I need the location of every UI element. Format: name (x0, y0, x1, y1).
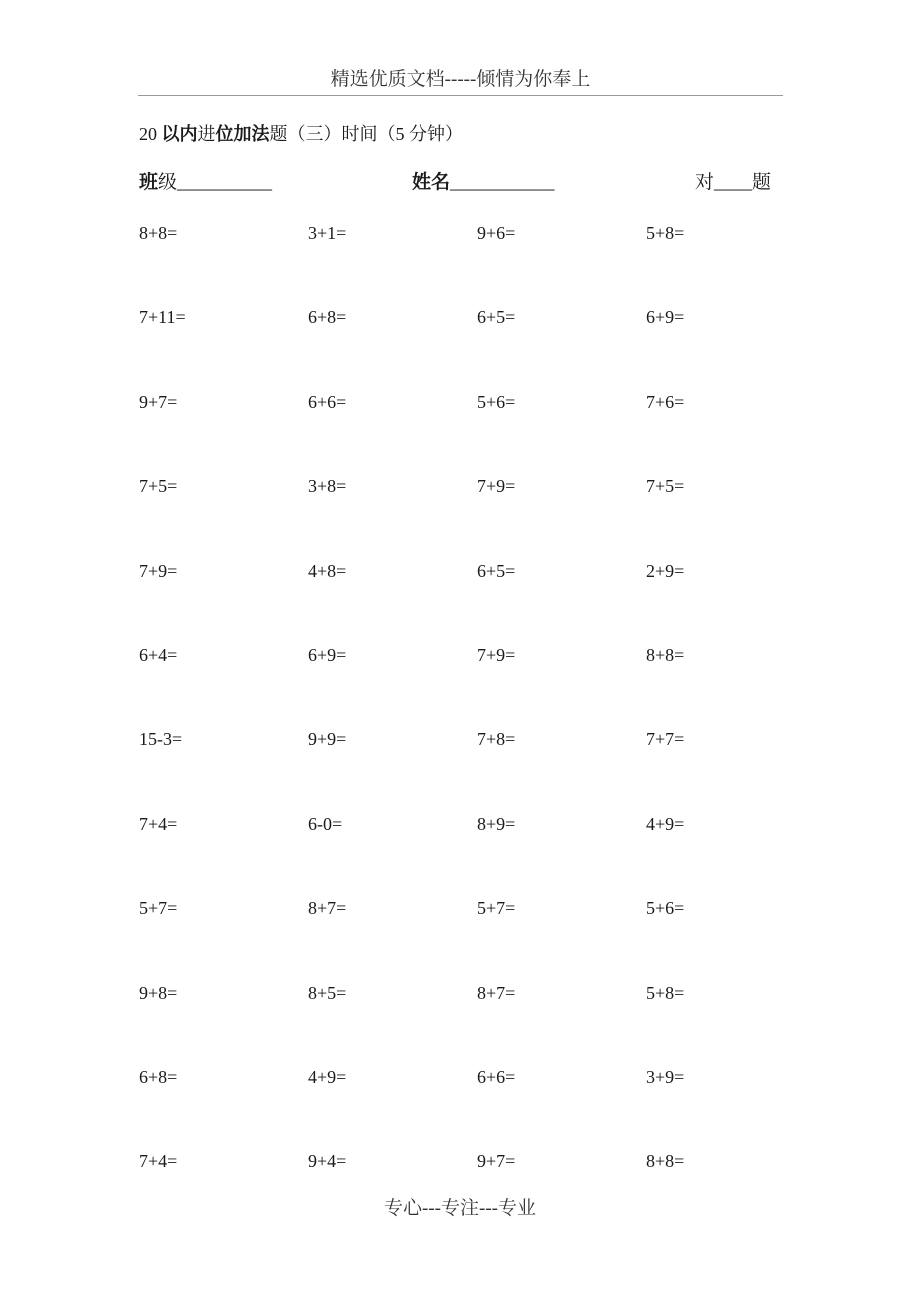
class-blank: __________ (177, 172, 273, 193)
problem: 6+6= (308, 391, 347, 412)
problem: 7+9= (139, 560, 178, 581)
problem: 3+1= (308, 223, 347, 243)
score-prefix: 对 (695, 172, 715, 193)
problem: 7+9= (477, 644, 516, 665)
problem: 7+6= (646, 391, 685, 412)
problem: 8+9= (477, 813, 516, 834)
page-footer (0, 1195, 920, 1223)
problem: 8+7= (477, 982, 516, 1003)
problem: 8+8= (646, 644, 685, 665)
problem: 5+8= (646, 982, 685, 1003)
class-label-rest: 级 (158, 172, 178, 193)
problem: 6-0= (308, 813, 343, 834)
class-field (139, 170, 272, 196)
problem: 6+8= (308, 307, 347, 328)
title-middle: 进 (197, 124, 216, 144)
name-field (412, 170, 555, 196)
name-blank: ___________ (450, 172, 555, 193)
problem: 3+9= (646, 1066, 685, 1087)
problem: 8+8= (139, 223, 178, 243)
problem: 6+9= (646, 307, 685, 328)
problem: 6+5= (477, 560, 516, 581)
problem: 7+4= (139, 813, 178, 834)
problem: 7+9= (477, 476, 516, 497)
title-prefix: 20 (139, 124, 162, 144)
problem-row (139, 725, 759, 809)
problem: 6+9= (308, 644, 347, 665)
problem: 4+8= (308, 560, 347, 581)
problem: 7+4= (139, 1151, 178, 1172)
problem: 8+8= (646, 1151, 685, 1172)
problem: 6+6= (477, 1066, 516, 1087)
score-field (695, 170, 771, 196)
problem: 5+7= (139, 898, 178, 919)
title-suffix: 题（三）时间（5 分钟） (269, 124, 463, 144)
problem-row (139, 810, 759, 894)
problem-row (139, 641, 759, 725)
worksheet-title (139, 122, 463, 146)
problem: 9+6= (477, 223, 516, 243)
problem-row (139, 472, 759, 556)
problem: 4+9= (646, 813, 685, 834)
title-bold-part2: 位加法 (215, 124, 270, 144)
problem: 6+4= (139, 644, 178, 665)
problem-row (139, 303, 759, 387)
problem: 7+5= (139, 476, 178, 497)
problem: 9+7= (139, 391, 178, 412)
problem: 9+8= (139, 982, 178, 1003)
problem: 7+11= (139, 307, 186, 328)
problem: 7+8= (477, 729, 516, 750)
problem: 15-3= (139, 729, 183, 750)
problem: 5+6= (646, 898, 685, 919)
score-suffix: 题 (752, 172, 772, 193)
problem-row (139, 388, 759, 472)
problem: 8+7= (308, 898, 347, 919)
problem: 7+7= (646, 729, 685, 750)
problem: 8+5= (308, 982, 347, 1003)
problem: 6+5= (477, 307, 516, 328)
problem-row (139, 219, 759, 303)
page-header (138, 64, 783, 96)
problem: 3+8= (308, 476, 347, 497)
problem: 7+5= (646, 476, 685, 497)
page-header-text: 精选优质文档-----倾情为你奉上 (330, 69, 591, 90)
problem: 4+9= (308, 1066, 347, 1087)
score-blank: ____ (714, 172, 753, 193)
problem: 5+6= (477, 391, 516, 412)
problem-grid (139, 219, 759, 1232)
problem: 5+7= (477, 898, 516, 919)
page-footer-text: 专心---专注---专业 (384, 1198, 536, 1219)
title-bold-part1: 以内 (161, 124, 198, 144)
problem: 2+9= (646, 560, 685, 581)
problem: 9+9= (308, 729, 347, 750)
problem: 9+4= (308, 1151, 347, 1172)
problem: 9+7= (477, 1151, 516, 1172)
problem: 5+8= (646, 223, 685, 243)
problem-row (139, 894, 759, 978)
problem: 6+8= (139, 1066, 178, 1087)
class-label-bold: 班 (139, 172, 159, 193)
problem-row (139, 979, 759, 1063)
name-label: 姓名 (412, 172, 451, 193)
problem-row (139, 1063, 759, 1147)
problem-row (139, 557, 759, 641)
